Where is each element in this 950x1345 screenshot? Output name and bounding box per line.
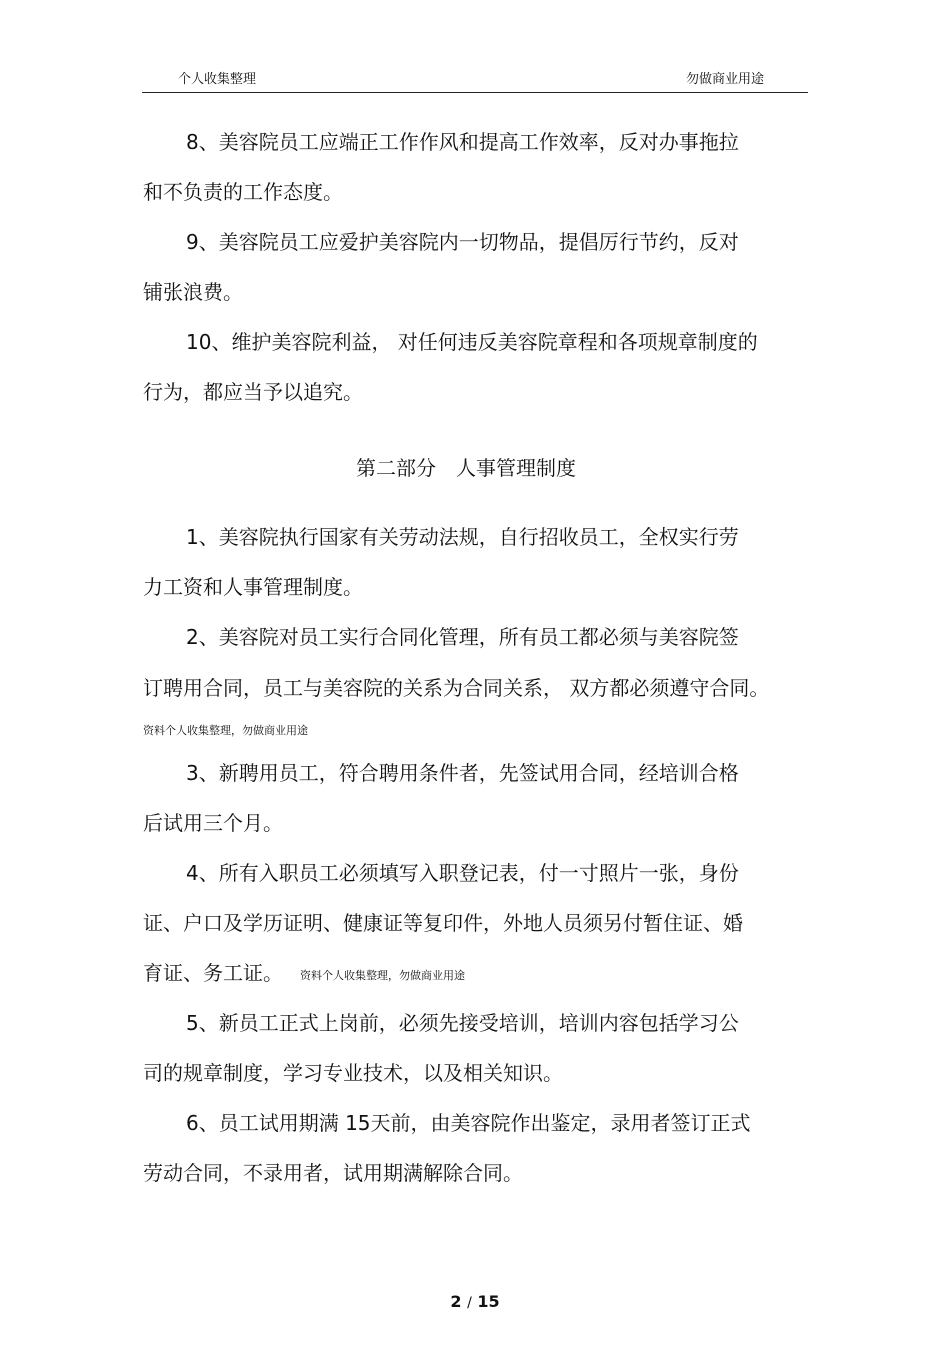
paragraph-line: 订聘用合同，员工与美容院的关系为合同关系， 双方都必须遵守合同。 [143, 676, 770, 700]
paragraph-line: 2、美容院对员工实行合同化管理，所有员工都必须与美容院签 [186, 625, 739, 649]
paragraph-line: 力工资和人事管理制度。 [143, 575, 363, 599]
watermark-note: 资料个人收集整理，勿做商业用途 [300, 969, 465, 982]
paragraph-line: 10、维护美容院利益， 对任何违反美容院章程和各项规章制度的 [186, 330, 758, 354]
paragraph-line: 后试用三个月。 [143, 811, 283, 835]
watermark-note: 资料个人收集整理，勿做商业用途 [143, 724, 308, 737]
paragraph-line: 5、新员工正式上岗前，必须先接受培训，培训内容包括学习公 [186, 1011, 739, 1035]
page-total: 15 [477, 1292, 500, 1311]
paragraph-line: 司的规章制度，学习专业技术，以及相关知识。 [143, 1061, 563, 1085]
paragraph-line: 铺张浪费。 [143, 280, 243, 304]
paragraph-line: 8、美容院员工应端正工作作风和提高工作效率，反对办事拖拉 [186, 130, 739, 154]
section-title: 第二部分 人事管理制度 [356, 456, 576, 480]
paragraph-line: 4、所有入职员工必须填写入职登记表，付一寸照片一张，身份 [186, 861, 739, 885]
paragraph-line: 育证、务工证。 [143, 961, 283, 985]
header-right-text: 勿做商业用途 [685, 72, 764, 87]
page-header [142, 66, 808, 93]
page-current: 2 [450, 1292, 462, 1311]
paragraph-line: 9、美容院员工应爱护美容院内一切物品，提倡厉行节约，反对 [186, 230, 739, 254]
header-left-text: 个人收集整理 [178, 72, 257, 87]
paragraph-line: 证、户口及学历证明、健康证等复印件，外地人员须另付暂住证、婚 [143, 911, 743, 935]
paragraph-line: 1、美容院执行国家有关劳动法规，自行招收员工，全权实行劳 [186, 525, 739, 549]
page-number [0, 1292, 950, 1311]
paragraph-line: 3、新聘用员工，符合聘用条件者，先签试用合同，经培训合格 [186, 761, 739, 785]
paragraph-line: 6、员工试用期满 15天前，由美容院作出鉴定，录用者签订正式 [186, 1111, 751, 1135]
paragraph-line: 和不负责的工作态度。 [143, 180, 343, 204]
paragraph-line: 行为，都应当予以追究。 [143, 380, 363, 404]
paragraph-line: 劳动合同，不录用者，试用期满解除合同。 [143, 1161, 523, 1185]
page-separator: / [467, 1295, 472, 1311]
